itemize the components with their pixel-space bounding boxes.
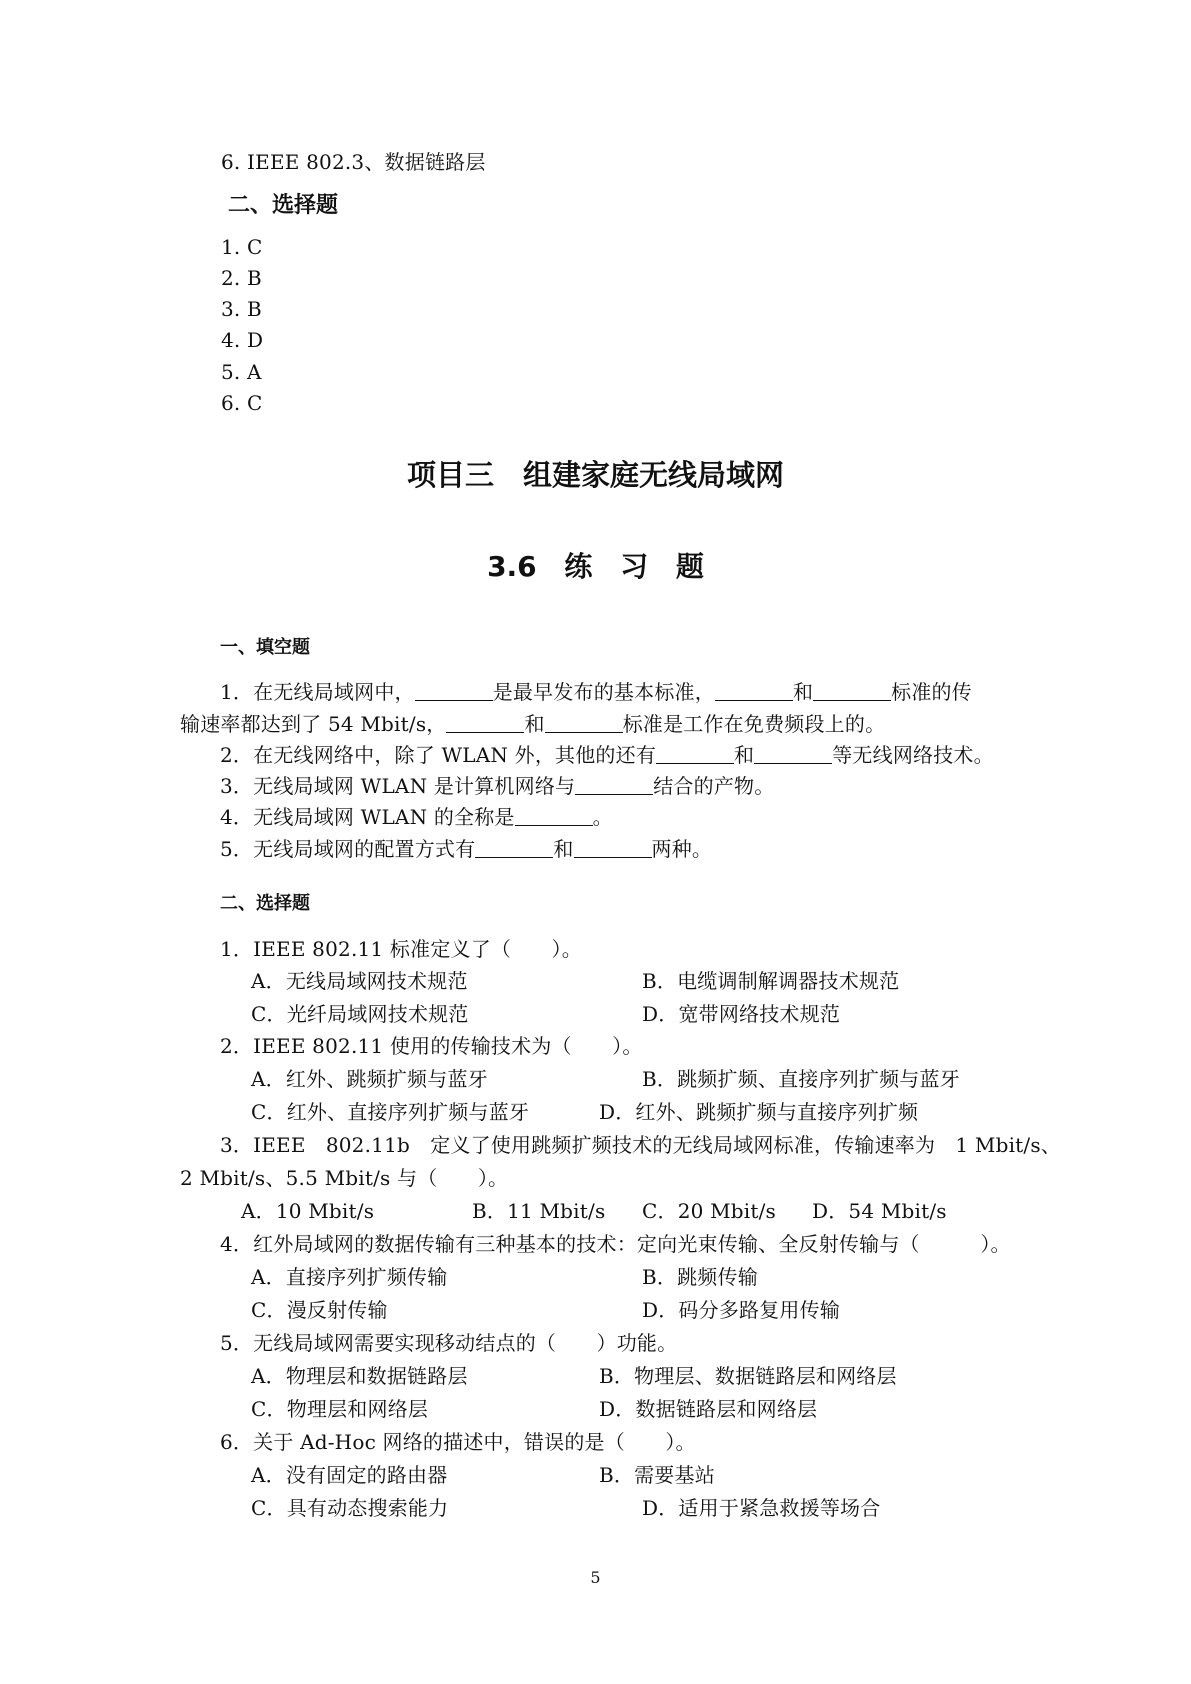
- choice-q4-option-c: C．漫反射传输: [251, 1298, 388, 1322]
- choice-question-3-line-1: 3．IEEE 802.11b 定义了使用跳频扩频技术的无线局域网标准，传输速率为 1 Mbit/s、: [220, 1133, 1062, 1157]
- choice-q3-option-d: D．54 Mbit/s: [812, 1199, 947, 1223]
- fill-question-1-line-1: [220, 678, 972, 706]
- choice-q4-option-d: D．码分多路复用传输: [642, 1298, 841, 1322]
- fill-blank: [754, 743, 832, 764]
- choice-q3-option-a: A．10 Mbit/s: [241, 1199, 375, 1223]
- choice-q1-option-d: D．宽带网络技术规范: [642, 1002, 841, 1026]
- choice-question-1: 1．IEEE 802.11 标准定义了（ ）。: [220, 937, 582, 961]
- choice-q3-option-b: B．11 Mbit/s: [472, 1199, 606, 1223]
- answer-4: 4. D: [221, 328, 264, 352]
- fill-blank: [813, 680, 891, 701]
- choice-q1-option-b: B．电缆调制解调器技术规范: [642, 969, 900, 993]
- choice-q2-option-a: A．红外、跳频扩频与蓝牙: [251, 1067, 488, 1091]
- choice-q2-option-c: C．红外、直接序列扩频与蓝牙: [251, 1100, 530, 1124]
- choice-q6-option-b: B．需要基站: [599, 1463, 715, 1487]
- fill-question-2: [220, 741, 994, 769]
- fill-blank: [415, 680, 493, 701]
- choice-question-2: 2．IEEE 802.11 使用的传输技术为（ ）。: [220, 1034, 643, 1058]
- choice-q4-option-a: A．直接序列扩频传输: [251, 1265, 448, 1289]
- choice-question-3-line-2: 2 Mbit/s、5.5 Mbit/s 与（ ）。: [180, 1166, 509, 1190]
- fill-blank: [446, 712, 524, 733]
- choice-q5-option-b: B．物理层、数据链路层和网络层: [599, 1364, 897, 1388]
- choice-question-5: 5．无线局域网需要实现移动结点的（ ）功能。: [220, 1331, 678, 1355]
- answer-6: 6. C: [221, 391, 263, 415]
- fill-blank: [575, 774, 653, 795]
- prev-fill-answer-6: 6. IEEE 802.3、数据链路层: [221, 150, 486, 174]
- choice-q3-option-c: C．20 Mbit/s: [642, 1199, 777, 1223]
- fill-blank: [475, 837, 553, 858]
- answer-3: 3. B: [221, 297, 262, 321]
- fill-q1-text-f: 和: [524, 712, 545, 736]
- choice-q5-option-a: A．物理层和数据链路层: [251, 1364, 468, 1388]
- choice-q6-option-a: A．没有固定的路由器: [251, 1463, 448, 1487]
- answer-2: 2. B: [221, 266, 262, 290]
- fill-blank: [515, 805, 593, 826]
- fill-heading: 一、填空题: [220, 637, 310, 658]
- fill-q1-text-c: 和: [792, 680, 814, 704]
- page-number: 5: [590, 1568, 601, 1587]
- choice-q6-option-d: D．适用于紧急救援等场合: [642, 1496, 881, 1520]
- fill-q3-text-a: 3．无线局域网 WLAN 是计算机网络与: [220, 774, 576, 798]
- fill-blank: [574, 837, 652, 858]
- fill-question-4: [220, 803, 613, 831]
- choice-question-6: 6．关于 Ad-Hoc 网络的描述中，错误的是（ ）。: [220, 1430, 696, 1454]
- fill-blank: [656, 743, 734, 764]
- choice-heading: 二、选择题: [220, 893, 310, 914]
- choice-q5-option-d: D．数据链路层和网络层: [599, 1397, 818, 1421]
- fill-q2-text-c: 等无线网络技术。: [832, 743, 994, 767]
- answer-5: 5. A: [221, 360, 262, 384]
- fill-q5-text-c: 两种。: [651, 837, 713, 861]
- fill-q3-text-b: 结合的产物。: [653, 774, 775, 798]
- fill-q1-text-b: 是最早发布的基本标准，: [492, 680, 715, 704]
- fill-q1-text-g: 标准是工作在免费频段上的。: [622, 712, 886, 736]
- fill-question-3: [220, 772, 774, 800]
- choice-q2-option-d: D．红外、跳频扩频与直接序列扩频: [599, 1100, 919, 1124]
- fill-q4-text-a: 4．无线局域网 WLAN 的全称是: [220, 805, 515, 829]
- choice-q1-option-a: A．无线局域网技术规范: [251, 969, 468, 993]
- fill-q4-text-b: 。: [592, 805, 613, 829]
- project-title: 项目三 组建家庭无线局域网: [406, 458, 784, 492]
- fill-q5-text-b: 和: [553, 837, 574, 861]
- fill-blank: [715, 680, 793, 701]
- fill-q1-text-a: 1．在无线局域网中，: [220, 680, 415, 704]
- choice-q1-option-c: C．光纤局域网技术规范: [251, 1002, 469, 1026]
- fill-question-5: [220, 835, 712, 863]
- choice-q4-option-b: B．跳频传输: [642, 1265, 758, 1289]
- fill-blank: [545, 712, 623, 733]
- choice-q2-option-b: B．跳频扩频、直接序列扩频与蓝牙: [642, 1067, 960, 1091]
- choice-question-4: 4．红外局域网的数据传输有三种基本的技术：定向光束传输、全反射传输与（ ）。: [220, 1232, 1011, 1256]
- fill-q2-text-a: 2．在无线网络中，除了 WLAN 外，其他的还有: [220, 743, 657, 767]
- fill-q1-text-e: 输速率都达到了 54 Mbit/s，: [180, 712, 447, 736]
- choice-q6-option-c: C．具有动态搜索能力: [251, 1496, 449, 1520]
- exercise-title: 3.6 练 习 题: [487, 550, 704, 583]
- answer-1: 1. C: [221, 235, 263, 259]
- choice-q5-option-c: C．物理层和网络层: [251, 1397, 429, 1421]
- prev-choice-heading: 二、选择题: [228, 193, 339, 218]
- fill-q5-text-a: 5．无线局域网的配置方式有: [220, 837, 476, 861]
- fill-question-1-line-2: [180, 710, 885, 738]
- fill-q1-text-d: 标准的传: [891, 680, 972, 704]
- fill-q2-text-b: 和: [734, 743, 755, 767]
